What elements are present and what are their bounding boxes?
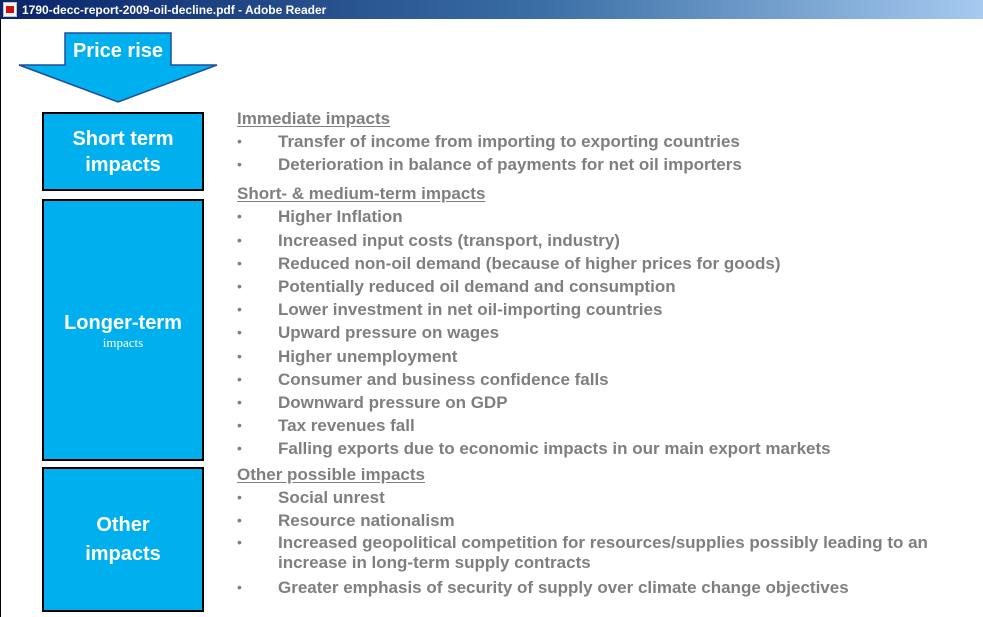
short-medium-term-impacts-section <box>237 183 981 460</box>
longer-term-impacts-box <box>42 199 204 461</box>
list-item: • Transfer of income from importing to exporting countries <box>237 130 981 153</box>
bullet-list <box>237 130 981 176</box>
list-item: • Resource nationalism <box>237 509 981 532</box>
list-item: • Deterioration in balance of payments for net oil importers <box>237 153 981 176</box>
other-impacts-box <box>42 467 204 612</box>
longer-term-box-line1: Longer-term <box>64 312 182 334</box>
immediate-impacts-section <box>237 108 981 176</box>
other-possible-impacts-section <box>237 464 981 600</box>
impacts-content <box>237 108 981 599</box>
window-left-border <box>0 19 1 617</box>
list-item: • Potentially reduced oil demand and consumption <box>237 275 981 298</box>
other-box-line2: impacts <box>85 542 161 565</box>
longer-term-box-line2: impacts <box>102 335 144 350</box>
list-item: • Lower investment in net oil-importing countries <box>237 298 981 321</box>
price-rise-label: Price rise <box>72 40 164 62</box>
list-item: • Upward pressure on wages <box>237 321 981 344</box>
section-title: Short- & medium-term impacts <box>237 184 486 204</box>
list-item: • Higher unemployment <box>237 345 981 368</box>
window-title-bar[interactable] <box>0 0 983 19</box>
list-item: • Higher Inflation <box>237 205 981 228</box>
list-item: • Reduced non-oil demand (because of higher prices for goods) <box>237 252 981 275</box>
list-item: • Downward pressure on GDP <box>237 391 981 414</box>
list-item: • Consumer and business confidence falls <box>237 368 981 391</box>
section-title: Other possible impacts <box>237 464 425 484</box>
pdf-icon <box>3 2 17 17</box>
list-item: • Increased geopolitical competition for resources/supplies possibly leading to an increase in long-term supply contracts <box>237 532 981 576</box>
short-term-box-line2: impacts <box>85 153 161 176</box>
window-title: 1790-decc-report-2009-oil-decline.pdf - Adobe Reader <box>22 2 327 17</box>
short-term-box-line1: Short term <box>72 127 174 150</box>
short-term-impacts-box <box>42 112 204 191</box>
section-title: Immediate impacts <box>237 109 391 128</box>
other-box-line1: Other <box>96 513 150 536</box>
bullet-list <box>237 205 981 460</box>
list-item: • Increased input costs (transport, industry) <box>237 229 981 252</box>
list-item: • Tax revenues fall <box>237 414 981 437</box>
list-item: • Social unrest <box>237 486 981 509</box>
list-item: • Greater emphasis of security of supply over climate change objectives <box>237 576 981 599</box>
list-item: • Falling exports due to economic impacts in our main export markets <box>237 437 981 460</box>
bullet-list <box>237 486 981 600</box>
